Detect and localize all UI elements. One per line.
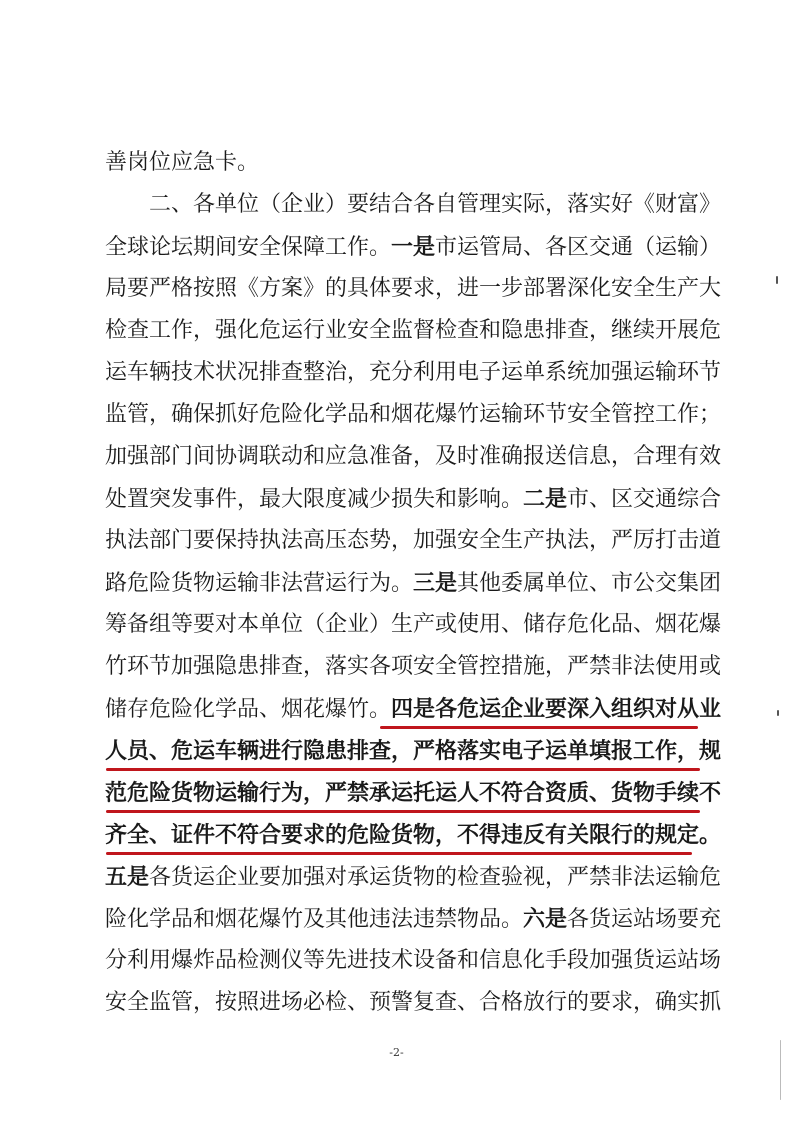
text-segment: 各货运企业要加强对承运货物的检查验视，严禁非法运输危 [149,865,722,890]
text-segment: 执法部门要保持执法高压态势，加强安全生产执法，严厉打击道 [105,528,722,553]
text-segment: 安全监管，按照进场必检、预警复查、合格放行的要求，确实抓 [105,990,722,1015]
paragraph-line-19 [105,899,722,939]
paragraph-line-1 [105,143,700,183]
text-segment-bold: 一是 [391,234,436,260]
text-segment: 市运管局、各区交通（运输） [435,235,722,260]
text-segment: 运车辆技术状况排查整治，充分利用电子运单系统加强运输环节 [105,360,722,385]
paragraph-line-10 [105,521,722,561]
paragraph-line-6 [105,353,722,393]
paragraph-line-7 [105,395,722,435]
paragraph-line-8 [105,437,722,477]
red-underline-4 [106,852,692,855]
text-segment-bold: 六是 [523,906,568,932]
paragraph-line-13 [105,647,722,687]
text-segment-bold: 齐全、证件不符合要求的危险货物，不得违反有关限行的规定。 [105,822,722,848]
paragraph-line-2 [149,185,722,225]
text-segment: 竹环节加强隐患排查，落实各项安全管控措施，严禁非法使用或 [105,654,722,679]
paragraph-line-12 [105,605,722,645]
text-segment: 检查工作，强化危运行业安全监督检查和隐患排查，继续开展危 [105,318,722,343]
text-segment: 路危险货物运输非法营运行为。 [105,571,414,596]
text-segment-bold: 二是 [523,486,568,512]
text-segment: 监管，确保抓好危险化学品和烟花爆竹运输环节安全管控工作； [105,402,722,427]
paragraph-line-5 [105,311,722,351]
text-segment-bold: 三是 [413,570,458,596]
text-segment: 险化学品和烟花爆竹及其他违法违禁物品。 [105,907,524,932]
paragraph-line-11 [105,563,722,603]
text-segment-bold: 范危险货物运输行为，严禁承运托运人不符合资质、货物手续不 [105,780,722,806]
text-segment: 善岗位应急卡。 [105,150,260,175]
scan-artifact [780,1040,781,1100]
text-segment: 分利用爆炸品检测仪等先进技术设备和信息化手段加强货运站场 [105,948,722,973]
paragraph-line-3 [105,227,722,267]
text-segment: 其他委属单位、市公交集团 [457,571,722,596]
scan-artifact [777,710,779,716]
paragraph-line-18 [105,857,722,897]
text-segment-bold: 人员、危运车辆进行隐患排查，严格落实电子运单填报工作，规 [105,738,722,764]
text-segment: 加强部门间协调联动和应急准备，及时准确报送信息，合理有效 [105,444,722,469]
text-segment-bold: 四是各危运企业要深入组织对从业 [391,696,722,722]
text-segment-bold: 五是 [105,864,150,890]
paragraph-line-20 [105,941,722,981]
text-segment: 储存危险化学品、烟花爆竹。 [105,697,392,722]
red-underline-3 [106,810,700,813]
text-segment: 局要严格按照《方案》的具体要求，进一步部署深化安全生产大 [105,276,722,301]
paragraph-line-9 [105,479,722,519]
text-segment: 各货运站场要充 [567,907,722,932]
scan-artifact [776,276,778,284]
paragraph-line-15 [105,731,722,771]
page-number: -2- [389,1046,404,1059]
paragraph-line-14 [105,689,722,729]
paragraph-line-16 [105,773,722,813]
text-segment: 全球论坛期间安全保障工作。 [105,235,392,260]
text-segment: 处置突发事件，最大限度减少损失和影响。 [105,487,524,512]
text-segment: 二、各单位（企业）要结合各自管理实际，落实好《财富》 [149,192,722,217]
red-underline-2 [106,768,700,771]
red-underline-1 [380,726,698,729]
text-segment: 筹备组等要对本单位（企业）生产或使用、储存危化品、烟花爆 [105,612,722,637]
paragraph-line-4 [105,269,722,309]
text-segment: 市、区交通综合 [567,487,722,512]
paragraph-line-21 [105,983,722,1023]
paragraph-line-17 [105,815,722,855]
